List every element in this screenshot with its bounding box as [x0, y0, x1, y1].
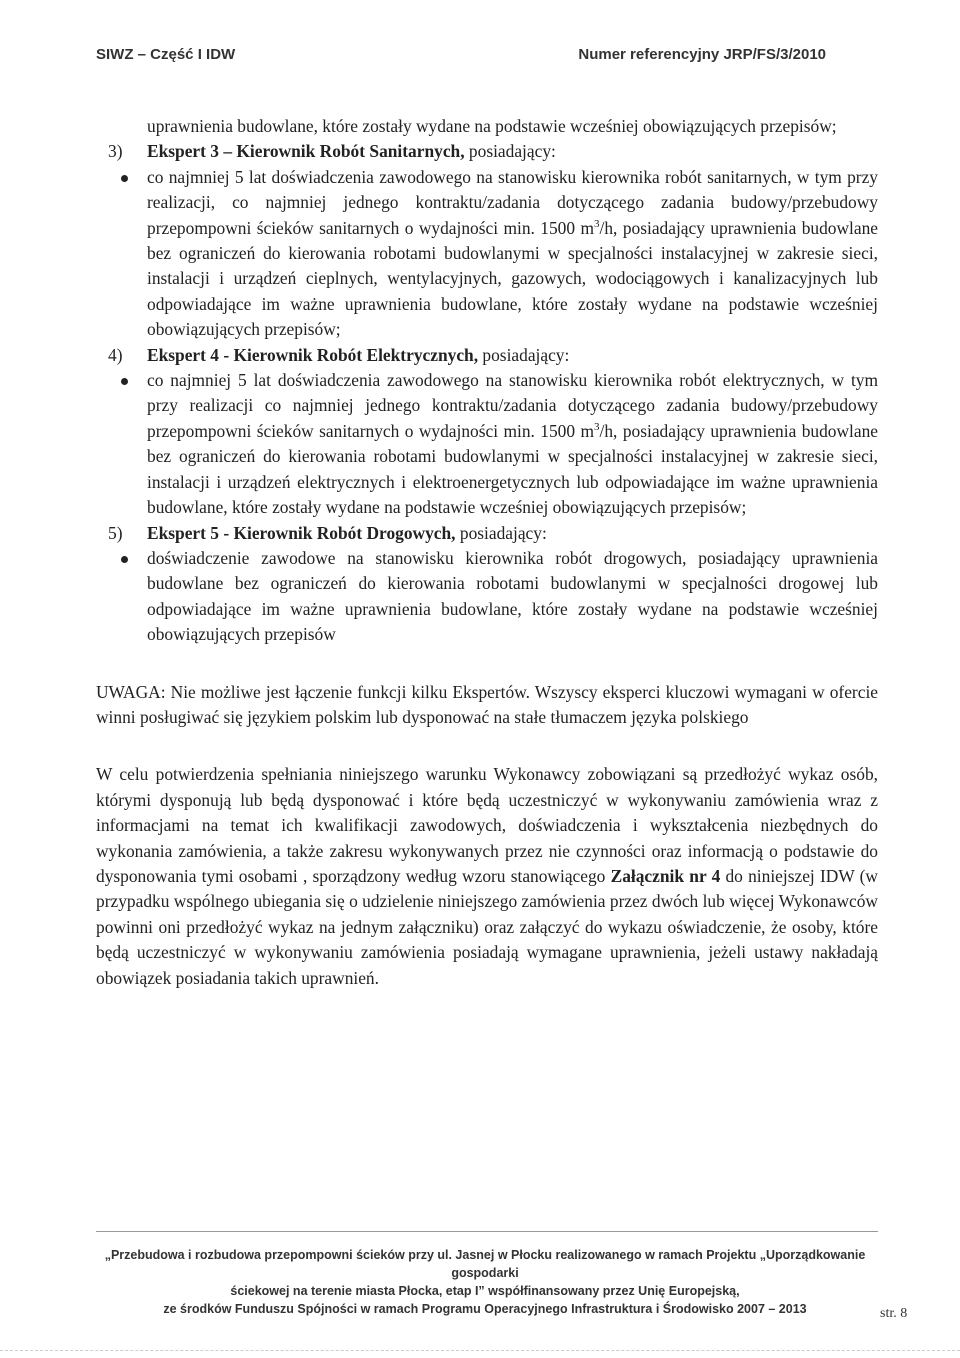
bottom-edge-line: [0, 1350, 960, 1351]
uwaga-paragraph: UWAGA: Nie możliwe jest łączenie funkcji kilku Ekspertów. Wszyscy eksperci kluczowi wymagani w ofercie winni posługiwać się językiem polskim lub dysponować na stałe tłumaczem języka polskiego: [96, 681, 878, 727]
expert-5-requirement-text: doświadczenie zawodowe na stanowisku kierownika robót drogowych, posiadający uprawnienia budowlane bez ograniczeń do kierowania robotami budowlanymi w specjalności drogowej lub odpowiadające im ważne uprawnienia budowlane, które zostały wydane na podstawie wcześniej obowiązujących przepisów: [147, 547, 878, 645]
expert-4-title: Ekspert 4 - Kierownik Robót Elektrycznych,: [147, 344, 479, 365]
intro-paragraph: uprawnienia budowlane, które zostały wydane na podstawie wcześniej obowiązujących przepisów;: [147, 116, 837, 136]
expert-5-number: 5): [108, 522, 123, 543]
expert-3-requirement: [96, 165, 878, 343]
document-body: [96, 114, 878, 991]
confirmation-paragraph: [96, 762, 878, 991]
footer-line-1: „Przebudowa i rozbudowa przepompowni ścieków przy ul. Jasnej w Płocku realizowanego w ramach Projektu „Uporządkowanie gospodarki: [104, 1248, 866, 1280]
footer-line-3: ze środków Funduszu Spójności w ramach Programu Operacyjnego Infrastruktura i Środowisko 2007 – 2013: [163, 1302, 807, 1316]
expert-4-requirement-rest: /h, posiadający uprawnienia budowlane bez ograniczeń do kierowania robotami budowlanymi w specjalności instalacyjnej w zakresie sieci, instalacji i urządzeń elektrycznych i elektroenergetycznych lub odpowiadające im ważne uprawnienia budowlane, które zostały wydane na podstawie wcześniej obowiązujących przepisów;: [147, 420, 879, 518]
footer-divider: [96, 1231, 878, 1232]
confirmation-text-1: W celu potwierdzenia spełniania niniejszego warunku Wykonawcy zobowiązani są przedłożyć wykaz osób, którymi dysponują lub będą dysponować i które będą uczestniczyć w wykonywaniu zamówienia wraz z informacjami na temat ich kwalifikacji zawodowych, doświadczenia i wykształcenia niezbędnych do wykonania zamówienia, a także zakresu wykonywanych przez nie czynności oraz informacją o podstawie do dysponowania tymi osobami , sporządzony według wzoru stanowiącego: [96, 764, 878, 886]
expert-3-number: 3): [108, 141, 123, 162]
footer-line-2: ściekowej na terenie miasta Płocka, etap I” współfinansowany przez Unię Europejską,: [230, 1284, 740, 1298]
header-left: SIWZ – Część I IDW: [96, 46, 236, 63]
expert-3-heading: [96, 139, 878, 164]
bullet-icon: [121, 378, 128, 385]
expert-4-heading: [96, 343, 878, 368]
expert-3-requirement-rest: /h, posiadający uprawnienia budowlane bez ograniczeń do kierowania robotami budowlanymi w specjalności instalacyjnej w zakresie sieci, instalacji i urządzeń cieplnych, wentylacyjnych, gazowych, wodociągowych i kanalizacyjnych lub odpowiadające im ważne uprawnienia budowlane, które zostały wydane na podstawie wcześniej obowiązujących przepisów;: [147, 217, 879, 340]
expert-4-requirement: [96, 368, 878, 520]
page-footer: [70, 1246, 900, 1318]
expert-4-sup: 3: [594, 421, 600, 434]
expert-3-sup: 3: [594, 217, 600, 230]
expert-5-suffix: posiadający:: [455, 522, 547, 543]
expert-3-title: Ekspert 3 – Kierownik Robót Sanitarnych,: [147, 141, 465, 162]
expert-4-number: 4): [108, 344, 123, 365]
expert-5-heading: [96, 521, 878, 546]
header-reference-number: Numer referencyjny JRP/FS/3/2010: [578, 46, 826, 63]
expert-5-requirement: [96, 546, 878, 648]
attachment-reference: Załącznik nr 4: [610, 865, 721, 886]
expert-4-suffix: posiadający:: [478, 344, 570, 365]
expert-4-requirement-text: co najmniej 5 lat doświadczenia zawodowego na stanowisku kierownika robót elektrycznych, w tym przy realizacji co najmniej jednego kontraktu/zadania dotyczącego zadania budowy/przebudowy przepompowni ścieków sanitarnych o wydajności min. 1500 m: [147, 370, 878, 441]
expert-3-requirement-text: co najmniej 5 lat doświadczenia zawodowego na stanowisku kierownika robót sanitarnych, w tym przy realizacji, co najmniej jednego kontraktu/zadania dotyczącego zadania budowy/przebudowy przepompowni ścieków sanitarnych o wydajności min. 1500 m: [147, 166, 878, 238]
bullet-icon: [121, 556, 128, 563]
confirmation-text-2: do niniejszej IDW (w przypadku wspólnego ubiegania się o udzielenie niniejszego zamówienia przez dwóch lub więcej Wykonawców powinni oni przedłożyć wykaz na jednym załączniku) oraz załączyć do wykazu oświadczenie, że osoby, które będą uczestniczyć w wykonywaniu zamówienia posiadają wymagane uprawnienia, jeżeli ustawy nakładają obowiązek posiadania takich uprawnień.: [96, 865, 878, 988]
page-number: str. 8: [880, 1306, 908, 1321]
expert-5-title: Ekspert 5 - Kierownik Robót Drogowych,: [147, 522, 456, 543]
page-header: [96, 46, 826, 70]
bullet-icon: [121, 175, 128, 182]
expert-3-suffix: posiadający:: [464, 141, 556, 162]
